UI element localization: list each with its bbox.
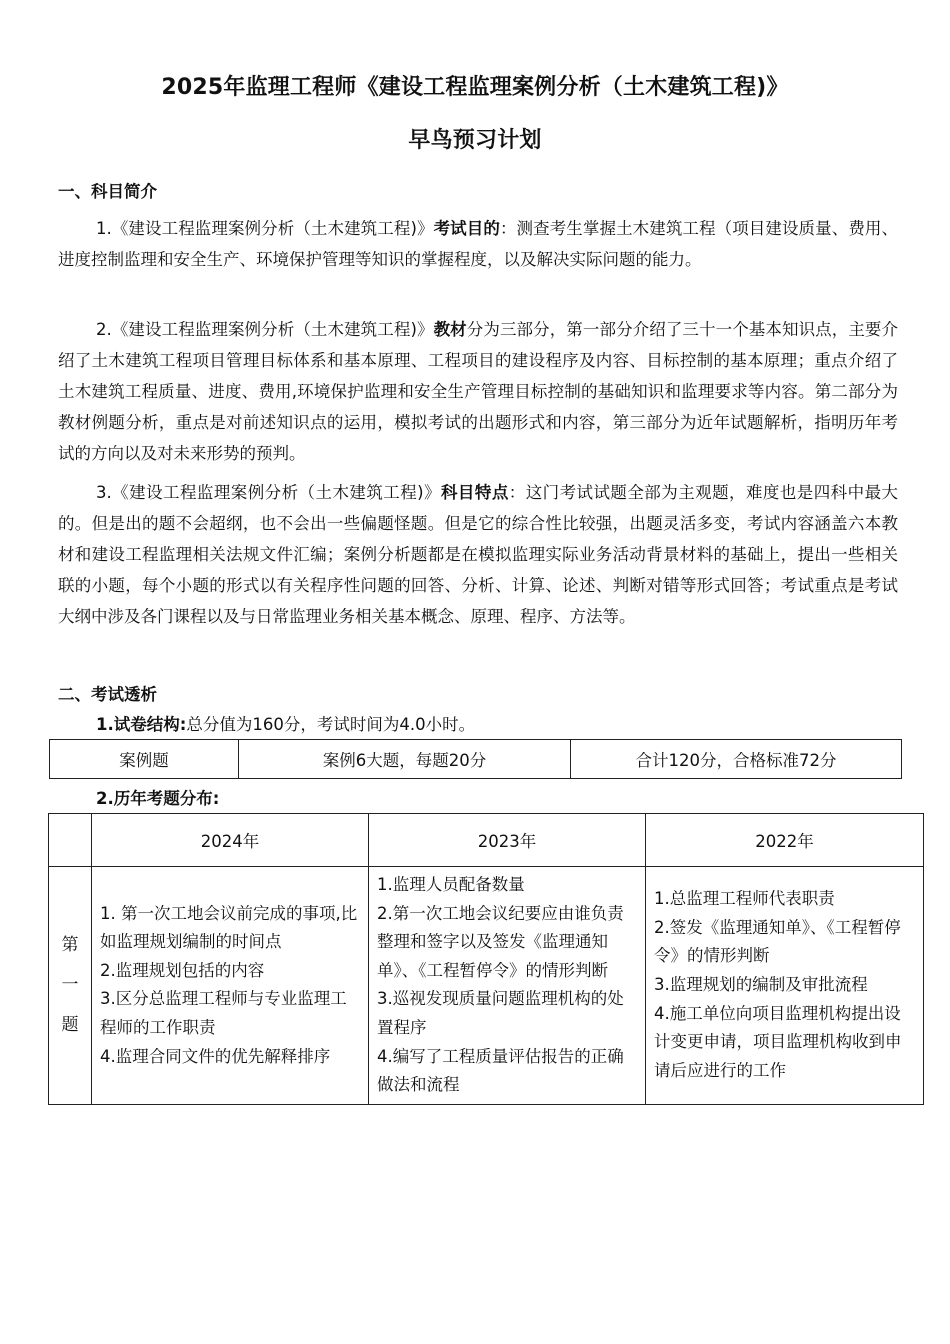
- question-distribution-table: [48, 813, 924, 1105]
- paragraph-exam-purpose: [58, 213, 898, 275]
- list-item: 4.编写了工程质量评估报告的正确做法和流程: [377, 1046, 624, 1095]
- question-label-char: 第: [61, 935, 79, 956]
- list-item: 1.监理人员配备数量: [377, 875, 525, 894]
- paragraph-prefix: 3.《建设工程监理案例分析（土木建筑工程)》: [96, 483, 441, 502]
- paragraph-text: ：这门考试试题全部为主观题，难度也是四科中最大的。但是出的题不会超纲，也不会出一些偏题怪题。但是它的综合性比较强，出题灵活多变，考试内容涵盖六本教材和建设工程监理相关法规文件汇编；案例分析题都是在模拟监理实际业务活动背景材料的基础上，提出一些相关联的小题，每个小题的形式以有关程序性问题的回答、分析、计算、论述、判断对错等形式回答；考试重点是考试大纲中涉及各门课程以及与日常监理业务相关基本概念、原理、程序、方法等。: [58, 483, 899, 626]
- table-cell: 合计120分，合格标准72分: [571, 740, 902, 779]
- list-item: 1. 第一次工地会议前完成的事项,比如监理规划编制的时间点: [100, 903, 358, 952]
- paragraph-keyword: 教材: [433, 320, 467, 339]
- year-2022-cell: [646, 867, 924, 1105]
- question-label-char: 题: [61, 1015, 79, 1036]
- list-item: 4.施工单位向项目监理机构提出设计变更申请，项目监理机构收到申请后应进行的工作: [654, 1003, 902, 1080]
- document-title: 2025年监理工程师《建设工程监理案例分析（土木建筑工程)》: [161, 75, 789, 100]
- exam-structure-label: 1.试卷结构:: [96, 715, 187, 734]
- section-heading-intro: 一、科目简介: [58, 182, 157, 201]
- table-cell: 案例题: [50, 740, 239, 779]
- exam-structure-line: [96, 711, 475, 735]
- paragraph-textbook: [58, 314, 898, 469]
- list-item: 2.签发《监理通知单》、《工程暂停令》的情形判断: [654, 917, 901, 966]
- year-header: 2022年: [646, 814, 924, 867]
- distribution-label: 2.历年考题分布:: [96, 789, 220, 808]
- list-item: 4.监理合同文件的优先解释排序: [100, 1046, 331, 1066]
- list-item: 3.巡视发现质量问题监理机构的处置程序: [377, 989, 624, 1037]
- paragraph-keyword: 考试目的: [433, 219, 500, 238]
- list-item: 3.监理规划的编制及审批流程: [654, 975, 868, 995]
- table-row: [49, 867, 924, 1105]
- table-row: [50, 740, 902, 779]
- year-2024-cell: [92, 867, 369, 1105]
- section-heading-analysis: 二、考试透析: [58, 685, 157, 704]
- table-corner-cell: [49, 814, 92, 867]
- exam-structure-text: 总分值为160分，考试时间为4.0小时。: [186, 715, 476, 734]
- paragraph-text: ：测查考生掌握土木建筑工程（项目建设质量、费用、进度控制监理和安全生产、环境保护管理等知识的掌握程度，以及解决实际问题的能力。: [58, 219, 899, 269]
- question-label-char: 一: [61, 975, 79, 996]
- exam-structure-table: [49, 739, 902, 779]
- table-cell: 案例6大题，每题20分: [239, 740, 571, 779]
- year-header: 2023年: [369, 814, 646, 867]
- question-label-cell: [49, 867, 92, 1105]
- year-2023-cell: [369, 867, 646, 1105]
- list-item: 2.监理规划包括的内容: [100, 960, 265, 980]
- paragraph-subject-features: [58, 477, 898, 632]
- paragraph-prefix: 1.《建设工程监理案例分析（土木建筑工程)》: [96, 219, 434, 238]
- list-item: 3.区分总监理工程师与专业监理工程师的工作职责: [100, 989, 347, 1037]
- list-item: 2.第一次工地会议纪要应由谁负责整理和签字以及签发《监理通知单》、《工程暂停令》的情形判断: [377, 903, 624, 980]
- paragraph-keyword: 科目特点: [440, 483, 509, 502]
- document-subtitle: 早鸟预习计划: [408, 128, 542, 153]
- year-header: 2024年: [92, 814, 369, 867]
- paragraph-text: 分为三部分，第一部分介绍了三十一个基本知识点，主要介绍了土木建筑工程项目管理目标体系和基本原理、工程项目的建设程序及内容、目标控制的基本原理；重点介绍了土木建筑工程质量、进度、费用,环境保护监理和安全生产管理目标控制的基础知识和监理要求等内容。第二部分为教材例题分析，重点是对前述知识点的运用，模拟考试的出题形式和内容，第三部分为近年试题解析，指明历年考试的方向以及对未来形势的预判。: [58, 320, 899, 463]
- paragraph-prefix: 2.《建设工程监理案例分析（土木建筑工程)》: [96, 320, 434, 339]
- distribution-label-line: [96, 785, 219, 809]
- table-header-row: [49, 814, 924, 867]
- list-item: 1.总监理工程师代表职责: [654, 889, 835, 909]
